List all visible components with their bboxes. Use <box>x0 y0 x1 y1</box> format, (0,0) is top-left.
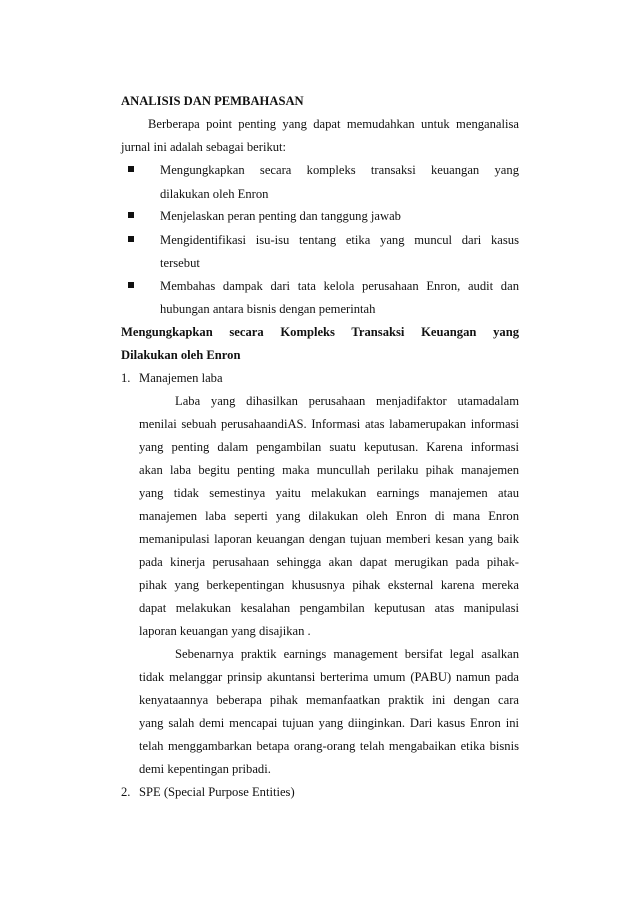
item-number: 2. <box>121 785 131 799</box>
paragraph-line: yang salah demi mencapai tujuan yang diinginkan. Dari kasus Enron ini <box>139 716 519 730</box>
bullet-marker <box>128 212 134 218</box>
paragraph-line: telah menggambarkan betapa orang-orang telah mengabaikan etika bisnis <box>139 739 519 753</box>
section-title: ANALISIS DAN PEMBAHASAN <box>121 94 304 108</box>
intro-line: Berberapa point penting yang dapat memudahkan untuk menganalisa <box>148 117 519 131</box>
paragraph-line: manajemen laba seperti yang dilakukan oleh Enron di mana Enron <box>139 509 519 523</box>
bullet-text: Membahas dampak dari tata kelola perusahaan Enron, audit dan <box>160 279 519 293</box>
bullet-text: tersebut <box>160 256 200 270</box>
paragraph-line: Laba yang dihasilkan perusahaan menjadifaktor utamadalam <box>175 394 519 408</box>
bullet-marker <box>128 236 134 242</box>
bullet-text: dilakukan oleh Enron <box>160 187 269 201</box>
paragraph-line: pihak yang berkepentingan khususnya pihak eksternal karena mereka <box>139 578 519 592</box>
item-number: 1. <box>121 371 131 385</box>
paragraph-line: akan laba begitu penting maka muncullah perilaku pihak manajemen <box>139 463 519 477</box>
bullet-text: Mengidentifikasi isu-isu tentang etika yang muncul dari kasus <box>160 233 519 247</box>
paragraph-line: demi kepentingan pribadi. <box>139 762 271 776</box>
subheading: Dilakukan oleh Enron <box>121 348 241 362</box>
item-title: SPE (Special Purpose Entities) <box>139 785 295 799</box>
paragraph-line: memanipulasi laporan keuangan dengan tujuan memberi kesan yang baik <box>139 532 519 546</box>
bullet-marker <box>128 166 134 172</box>
bullet-text: Menjelaskan peran penting dan tanggung jawab <box>160 209 401 223</box>
item-title: Manajemen laba <box>139 371 223 385</box>
paragraph-line: kenyataannya beberapa pihak memanfaatkan praktik ini dengan cara <box>139 693 519 707</box>
bullet-marker <box>128 282 134 288</box>
paragraph-line: tidak melanggar prinsip akuntansi berterima umum (PABU) namun pada <box>139 670 519 684</box>
paragraph-line: Sebenarnya praktik earnings management bersifat legal asalkan <box>175 647 519 661</box>
paragraph-line: yang penting dalam pengambilan suatu keputusan. Karena informasi <box>139 440 519 454</box>
subheading: Mengungkapkan secara Kompleks Transaksi Keuangan yang <box>121 325 519 339</box>
intro-line: jurnal ini adalah sebagai berikut: <box>121 140 287 154</box>
bullet-text: Mengungkapkan secara kompleks transaksi keuangan yang <box>160 163 519 177</box>
paragraph-line: menilai sebuah perusahaandiAS. Informasi atas labamerupakan informasi <box>139 417 519 431</box>
paragraph-line: laporan keuangan yang disajikan . <box>139 624 311 638</box>
paragraph-line: pada kinerja perusahaan sehingga akan dapat merugikan pada pihak- <box>139 555 519 569</box>
bullet-text: hubungan antara bisnis dengan pemerintah <box>160 302 376 316</box>
paragraph-line: dapat melakukan kesalahan pengambilan keputusan atas manipulasi <box>139 601 519 615</box>
paragraph-line: yang tidak semestinya yaitu melakukan earnings manajemen atau <box>139 486 519 500</box>
